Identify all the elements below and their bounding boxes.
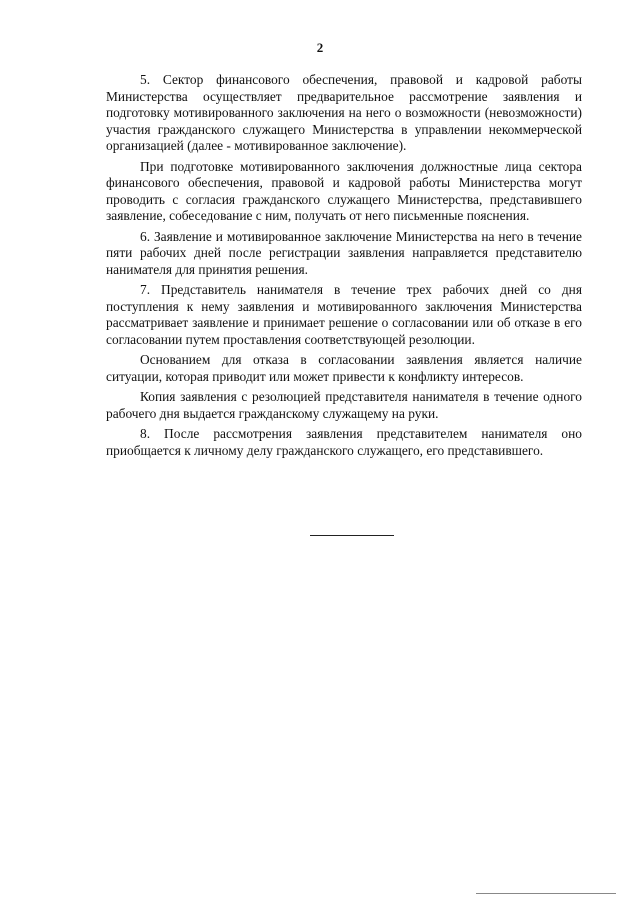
paragraph-item-5: 5. Сектор финансового обеспечения, правовой и кадровой работы Министерства осуществляет предварительное рассмотрение заявления и подготовку мотивированного заключения на него о возможности (невозможности) участия гражданского служащего Министерства в управлении некоммерческой организацией (далее - мотивированное заключение).	[106, 72, 582, 153]
end-separator-line	[310, 535, 394, 536]
paragraph-copy-issuance: Копия заявления с резолюцией представителя нанимателя в течение одного рабочего дня выдается гражданскому служащему на руки.	[106, 389, 582, 421]
paragraph-item-8: 8. После рассмотрения заявления представителем нанимателя оно приобщается к личному делу гражданского служащего, его представившего.	[106, 426, 582, 458]
footer-line	[476, 893, 616, 894]
paragraph-item-5-continuation: При подготовке мотивированного заключения должностные лица сектора финансового обеспечения, правовой и кадровой работы Министерства могут проводить с согласия гражданского служащего Министерства, представившего заявление, собеседование с ним, получать от него письменные пояснения.	[106, 158, 582, 223]
document-body	[106, 72, 582, 463]
page-number: 2	[316, 40, 324, 55]
paragraph-item-7: 7. Представитель нанимателя в течение трех рабочих дней со дня поступления к нему заявления и мотивированного заключения Министерства рассматривает заявление и принимает решение о согласовании или об отказе в его согласовании путем проставления соответствующей резолюции.	[106, 282, 582, 347]
paragraph-refusal-grounds: Основанием для отказа в согласовании заявления является наличие ситуации, которая приводит или может привести к конфликту интересов.	[106, 352, 582, 384]
paragraph-item-6: 6. Заявление и мотивированное заключение Министерства на него в течение пяти рабочих дней после регистрации заявления направляется представителю нанимателя для принятия решения.	[106, 228, 582, 277]
